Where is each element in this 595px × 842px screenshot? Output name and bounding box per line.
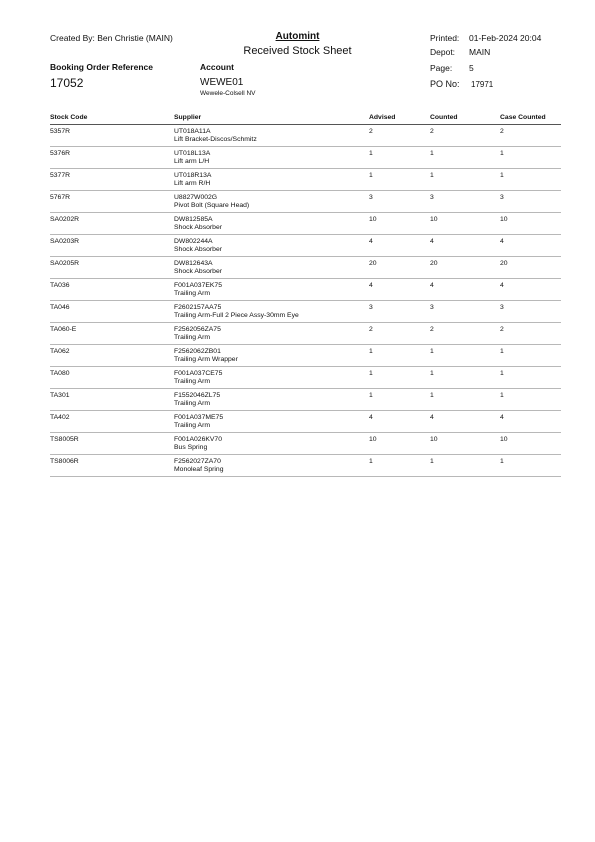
- sheet-title: Received Stock Sheet: [243, 45, 352, 57]
- stock-code: 5357R: [50, 128, 71, 135]
- stock-code: TS8006R: [50, 458, 79, 465]
- advised-qty: 20: [369, 260, 377, 267]
- supplier-code: F2562062ZB01: [174, 348, 221, 355]
- counted-qty: 1: [430, 150, 434, 157]
- case-counted-qty: 2: [500, 128, 504, 135]
- case-counted-qty: 1: [500, 348, 504, 355]
- stock-code: TA046: [50, 304, 70, 311]
- supplier-cell: [174, 194, 249, 209]
- case-counted-qty: 1: [500, 370, 504, 377]
- item-description: Trailing Arm: [174, 290, 211, 297]
- supplier-cell: [174, 238, 222, 253]
- table-header: [50, 114, 561, 125]
- case-counted-qty: 4: [500, 414, 504, 421]
- table-row: [50, 257, 561, 279]
- supplier-cell: [174, 414, 223, 429]
- case-counted-qty: 3: [500, 304, 504, 311]
- stock-code: TA060-E: [50, 326, 77, 333]
- advised-qty: 10: [369, 436, 377, 443]
- supplier-cell: [174, 150, 210, 165]
- advised-qty: 10: [369, 216, 377, 223]
- supplier-code: F2602157AA75: [174, 304, 222, 311]
- column-header-case-counted: Case Counted: [500, 114, 546, 121]
- advised-qty: 1: [369, 458, 373, 465]
- supplier-code: UT018A11A: [174, 128, 211, 135]
- counted-qty: 1: [430, 172, 434, 179]
- po-label: PO No:: [430, 79, 460, 89]
- table-row: [50, 455, 561, 477]
- item-description: Lift Bracket-Discos/Schmitz: [174, 136, 257, 143]
- item-description: Shock Absorber: [174, 268, 222, 275]
- advised-qty: 1: [369, 150, 373, 157]
- supplier-cell: [174, 216, 222, 231]
- supplier-cell: [174, 128, 257, 143]
- item-description: Bus Spring: [174, 444, 208, 451]
- stock-code: 5377R: [50, 172, 71, 179]
- counted-qty: 4: [430, 238, 434, 245]
- advised-qty: 2: [369, 326, 373, 333]
- advised-qty: 2: [369, 128, 373, 135]
- advised-qty: 3: [369, 194, 373, 201]
- table-row: [50, 279, 561, 301]
- advised-qty: 3: [369, 304, 373, 311]
- created-by: Created By: Ben Christie (MAIN): [50, 33, 173, 43]
- supplier-code: F001A037EK75: [174, 282, 222, 289]
- table-row: [50, 125, 561, 147]
- stock-code: 5767R: [50, 194, 71, 201]
- counted-qty: 3: [430, 304, 434, 311]
- account-code: WEWE01: [200, 77, 244, 88]
- counted-qty: 10: [430, 436, 438, 443]
- table-body: [50, 125, 561, 477]
- advised-qty: 4: [369, 282, 373, 289]
- stock-code: 5376R: [50, 150, 71, 157]
- page-label: Page:: [430, 63, 453, 73]
- table-row: [50, 169, 561, 191]
- advised-qty: 1: [369, 172, 373, 179]
- supplier-cell: [174, 370, 222, 385]
- item-description: Trailing Arm: [174, 334, 211, 341]
- supplier-cell: [174, 458, 224, 473]
- case-counted-qty: 1: [500, 458, 504, 465]
- stock-code: TA301: [50, 392, 70, 399]
- case-counted-qty: 2: [500, 326, 504, 333]
- supplier-code: U8827W002G: [174, 194, 218, 201]
- case-counted-qty: 4: [500, 282, 504, 289]
- item-description: Shock Absorber: [174, 224, 222, 231]
- case-counted-qty: 1: [500, 150, 504, 157]
- supplier-code: F001A037CE75: [174, 370, 223, 377]
- item-description: Monoleaf Spring: [174, 466, 224, 473]
- item-description: Lift arm L/H: [174, 158, 210, 165]
- counted-qty: 1: [430, 370, 434, 377]
- stock-code: TS8005R: [50, 436, 79, 443]
- account-label: Account: [200, 62, 234, 72]
- supplier-cell: [174, 348, 238, 363]
- supplier-code: F001A037ME75: [174, 414, 224, 421]
- counted-qty: 2: [430, 326, 434, 333]
- supplier-cell: [174, 260, 222, 275]
- supplier-code: DW802244A: [174, 238, 213, 245]
- column-header-supplier: Supplier: [174, 114, 202, 121]
- counted-qty: 20: [430, 260, 438, 267]
- table-row: [50, 323, 561, 345]
- supplier-code: DW812643A: [174, 260, 213, 267]
- case-counted-qty: 10: [500, 436, 508, 443]
- item-description: Trailing Arm Wrapper: [174, 356, 238, 363]
- item-description: Pivot Bolt (Square Head): [174, 202, 250, 209]
- stock-table: [50, 114, 561, 477]
- depot-value: MAIN: [469, 47, 491, 57]
- stock-code: SA0202R: [50, 216, 80, 223]
- booking-order-value: 17052: [50, 76, 84, 90]
- advised-qty: 1: [369, 392, 373, 399]
- case-counted-qty: 3: [500, 194, 504, 201]
- stock-code: TA402: [50, 414, 70, 421]
- booking-order-label: Booking Order Reference: [50, 62, 153, 72]
- printed-value: 01-Feb-2024 20:04: [469, 33, 542, 43]
- stock-code: TA080: [50, 370, 70, 377]
- supplier-cell: [174, 326, 221, 341]
- supplier-cell: [174, 392, 220, 407]
- page-number: 5: [469, 63, 474, 73]
- counted-qty: 4: [430, 282, 434, 289]
- company-name: Automint: [275, 31, 320, 42]
- counted-qty: 1: [430, 348, 434, 355]
- column-header-advised: Advised: [369, 114, 396, 121]
- supplier-code: F1552046ZL75: [174, 392, 221, 399]
- supplier-code: UT018L13A: [174, 150, 211, 157]
- table-row: [50, 213, 561, 235]
- case-counted-qty: 1: [500, 392, 504, 399]
- stock-code: SA0203R: [50, 238, 80, 245]
- counted-qty: 4: [430, 414, 434, 421]
- supplier-code: DW812585A: [174, 216, 213, 223]
- supplier-code: UT018R13A: [174, 172, 212, 179]
- supplier-code: F2562027ZA70: [174, 458, 221, 465]
- item-description: Shock Absorber: [174, 246, 222, 253]
- case-counted-qty: 20: [500, 260, 508, 267]
- counted-qty: 1: [430, 392, 434, 399]
- case-counted-qty: 10: [500, 216, 508, 223]
- advised-qty: 4: [369, 238, 373, 245]
- printed-label: Printed:: [430, 33, 460, 43]
- case-counted-qty: 1: [500, 172, 504, 179]
- item-description: Trailing Arm: [174, 400, 211, 407]
- supplier-cell: [174, 304, 299, 319]
- account-name: Wewele-Colsell NV: [200, 90, 256, 97]
- table-row: [50, 345, 561, 367]
- supplier-cell: [174, 282, 222, 297]
- table-row: [50, 301, 561, 323]
- counted-qty: 3: [430, 194, 434, 201]
- advised-qty: 4: [369, 414, 373, 421]
- supplier-cell: [174, 172, 211, 187]
- table-row: [50, 411, 561, 433]
- stock-code: SA0205R: [50, 260, 80, 267]
- table-row: [50, 235, 561, 257]
- item-description: Trailing Arm: [174, 422, 211, 429]
- stock-code: TA062: [50, 348, 70, 355]
- table-row: [50, 389, 561, 411]
- table-row: [50, 433, 561, 455]
- table-row: [50, 191, 561, 213]
- supplier-code: F001A026KV70: [174, 436, 222, 443]
- item-description: Trailing Arm-Full 2 Piece Assy-30mm Eye: [174, 312, 299, 319]
- column-header-stock-code: Stock Code: [50, 114, 88, 121]
- table-row: [50, 147, 561, 169]
- po-number: 17971: [471, 80, 494, 89]
- case-counted-qty: 4: [500, 238, 504, 245]
- stock-code: TA036: [50, 282, 70, 289]
- counted-qty: 2: [430, 128, 434, 135]
- supplier-code: F2562056ZA75: [174, 326, 221, 333]
- counted-qty: 1: [430, 458, 434, 465]
- advised-qty: 1: [369, 348, 373, 355]
- supplier-cell: [174, 436, 222, 451]
- depot-label: Depot:: [430, 47, 456, 57]
- table-row: [50, 367, 561, 389]
- column-header-counted: Counted: [430, 114, 458, 121]
- item-description: Trailing Arm: [174, 378, 211, 385]
- advised-qty: 1: [369, 370, 373, 377]
- item-description: Lift arm R/H: [174, 180, 211, 187]
- counted-qty: 10: [430, 216, 438, 223]
